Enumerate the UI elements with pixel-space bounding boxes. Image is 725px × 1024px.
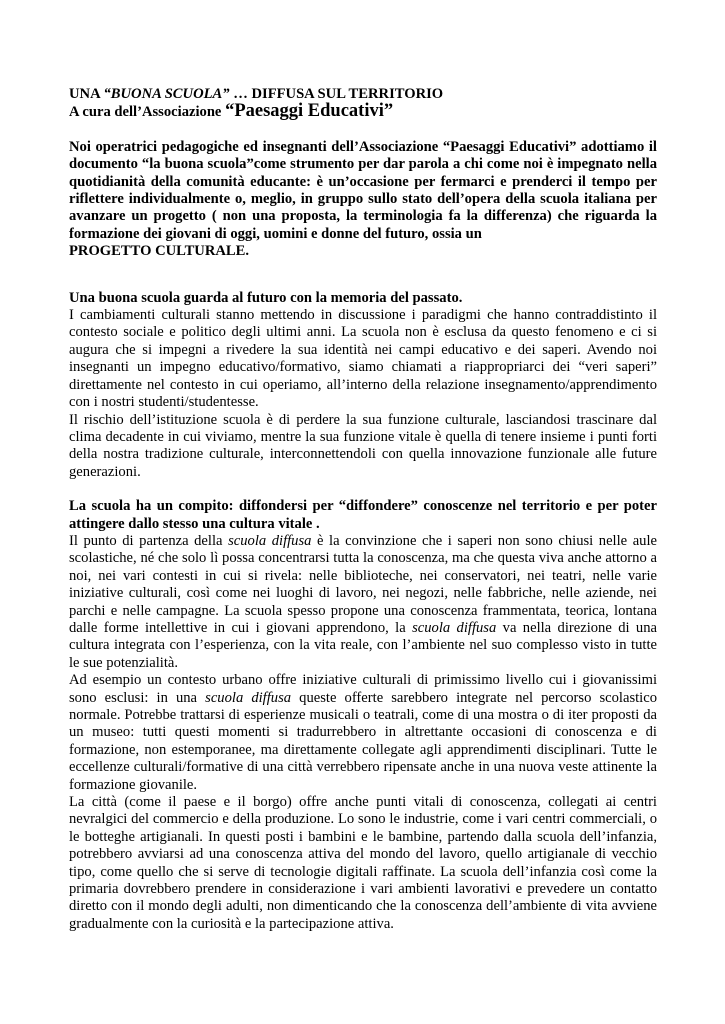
section2-heading: La scuola ha un compito: diffondersi per “diffondere” conoscenze nel territorio e per poter attingere dallo stesso una cultura vitale . (69, 498, 657, 532)
title-buona-scuola: “BUONA SCUOLA” (103, 86, 230, 102)
s2p1-text-a: Il punto di partenza della (69, 532, 223, 549)
section2-paragraph-1 (69, 533, 657, 672)
document-subtitle (69, 103, 657, 121)
s2p1-emphasis-1: scuola diffusa (228, 532, 312, 549)
s2p2-emphasis: scuola diffusa (205, 689, 292, 706)
section2-paragraph-3: La città (come il paese e il borgo) offre anche punti vitali di conoscenza, collegati ai centri nevralgici del commercio e della produzione. Lo sono le industrie, come i vari centri commerciali, o le botteghe artigianali. In questi posti i bambini e le bambine, partendo dalla scuola dell’infanzia, potrebbero avviarsi ad una conoscenza attiva del mondo del lavoro, quello artigianale di vecchio tipo, come quello che si serve di tecnologie digitali raffinate. La scuola dell’infanzia così come la primaria dovrebbero prendere in considerazione i vari ambienti lavorativi e prevedere un contatto diretto con il mondo degli adulti, non dimenticando che la conoscenza dell’ambiente di vita avviene gradualmente con la curiosità e la partecipazione attiva. (69, 794, 657, 932)
subtitle-association-name: “Paesaggi Educativi” (225, 101, 394, 122)
section2-paragraph-2 (69, 672, 657, 794)
intro-paragraph: Noi operatrici pedagogiche ed insegnanti dell’Associazione “Paesaggi Educativi” adottiamo il documento “la buona scuola”come strumento per dar parola a chi come noi è impegnato nella quotidianità della comunità educante: è un’occasione per fermarci e prenderci il tempo per riflettere individualmente o, meglio, in gruppo sullo stato dell’opera della scuola italiana per avanzare un progetto ( non una proposta, la terminologia fa la differenza) che riguarda la formazione dei giovani di oggi, uomini e donne del futuro, ossia un (69, 138, 657, 242)
document-body (69, 86, 657, 933)
section1-paragraph-2: Il rischio dell’istituzione scuola è di perdere la sua funzione culturale, lasciandosi trascinare dal clima decadente in cui viviamo, mentre la sua funzione vitale è quella di tenere insieme i punti forti della nostra tradizione culturale, interconnettendoli con quella innovazione funzionale alle future generazioni. (69, 411, 657, 480)
intro-closing: PROGETTO CULTURALE. (69, 243, 250, 260)
title-una: UNA (69, 86, 100, 102)
subtitle-prefix: A cura dell’Associazione (69, 104, 222, 121)
s2p1-text-c: va nella direzione di una cultura integrata con l’esperienza, con la vita reale, con l’ambiente nel suo complesso visto in tutte le sue potenzialità. (69, 619, 657, 671)
s2p1-text-b: è la convinzione che i saperi non sono chiusi nelle aule scolastiche, né che solo lì possa concentrarsi tutta la conoscenza, ma che questa viva anche attorno a noi, nei vari contesti in cui si rivela: nelle biblioteche, nei conservatori, nei teatri, nelle varie iniziative culturali, così come nei luoghi di lavoro, nei negozi, nelle fabbriche, nelle aziende, nei parchi e nelle campagne. La scuola spesso propone una conoscenza frammentata, teorica, lontana dalle forme intellettive in cui i giovani apprendono, la (69, 532, 657, 636)
title-rest: … DIFFUSA SUL TERRITORIO (233, 86, 444, 102)
section1-heading: Una buona scuola guarda al futuro con la memoria del passato. (69, 289, 463, 306)
section1-paragraph-1: I cambiamenti culturali stanno mettendo in discussione i paradigmi che hanno contraddistinto il contesto sociale e politico degli ultimi anni. La scuola non è esclusa da questo fenomeno e ci si augura che si impegni a rivedere la sua identità nei campi educativo e dei saperi. Avendo noi insegnanti un impegno educativo/formativo, siamo chiamati a riappropriarci dei “veri saperi” direttamente nel contesto in cui operiamo, all’interno della relazione insegnamento/apprendimento con i nostri studenti/studentesse. (69, 307, 657, 411)
s2p2-text-a: Ad esempio un contesto urbano offre iniziative culturali di primissimo livello cui i giovanissimi sono esclusi: in una (69, 672, 657, 706)
s2p1-emphasis-2: scuola diffusa (412, 619, 497, 636)
s2p2-text-b: queste offerte sarebbero integrate nel percorso scolastico normale. Potrebbe trattarsi di esperienze musicali o teatrali, come di una mostra o di iter proposti da un museo: tutti questi momenti si tradurrebbero in altrettante occasioni di conoscenza e di formazione, non estemporanee, ma direttamente collegate agli apprendimenti disciplinari. Tutte le eccellenze culturali/formative di una città verrebbero ripensate anche in una nuova veste attinente la formazione giovanile. (69, 689, 658, 793)
